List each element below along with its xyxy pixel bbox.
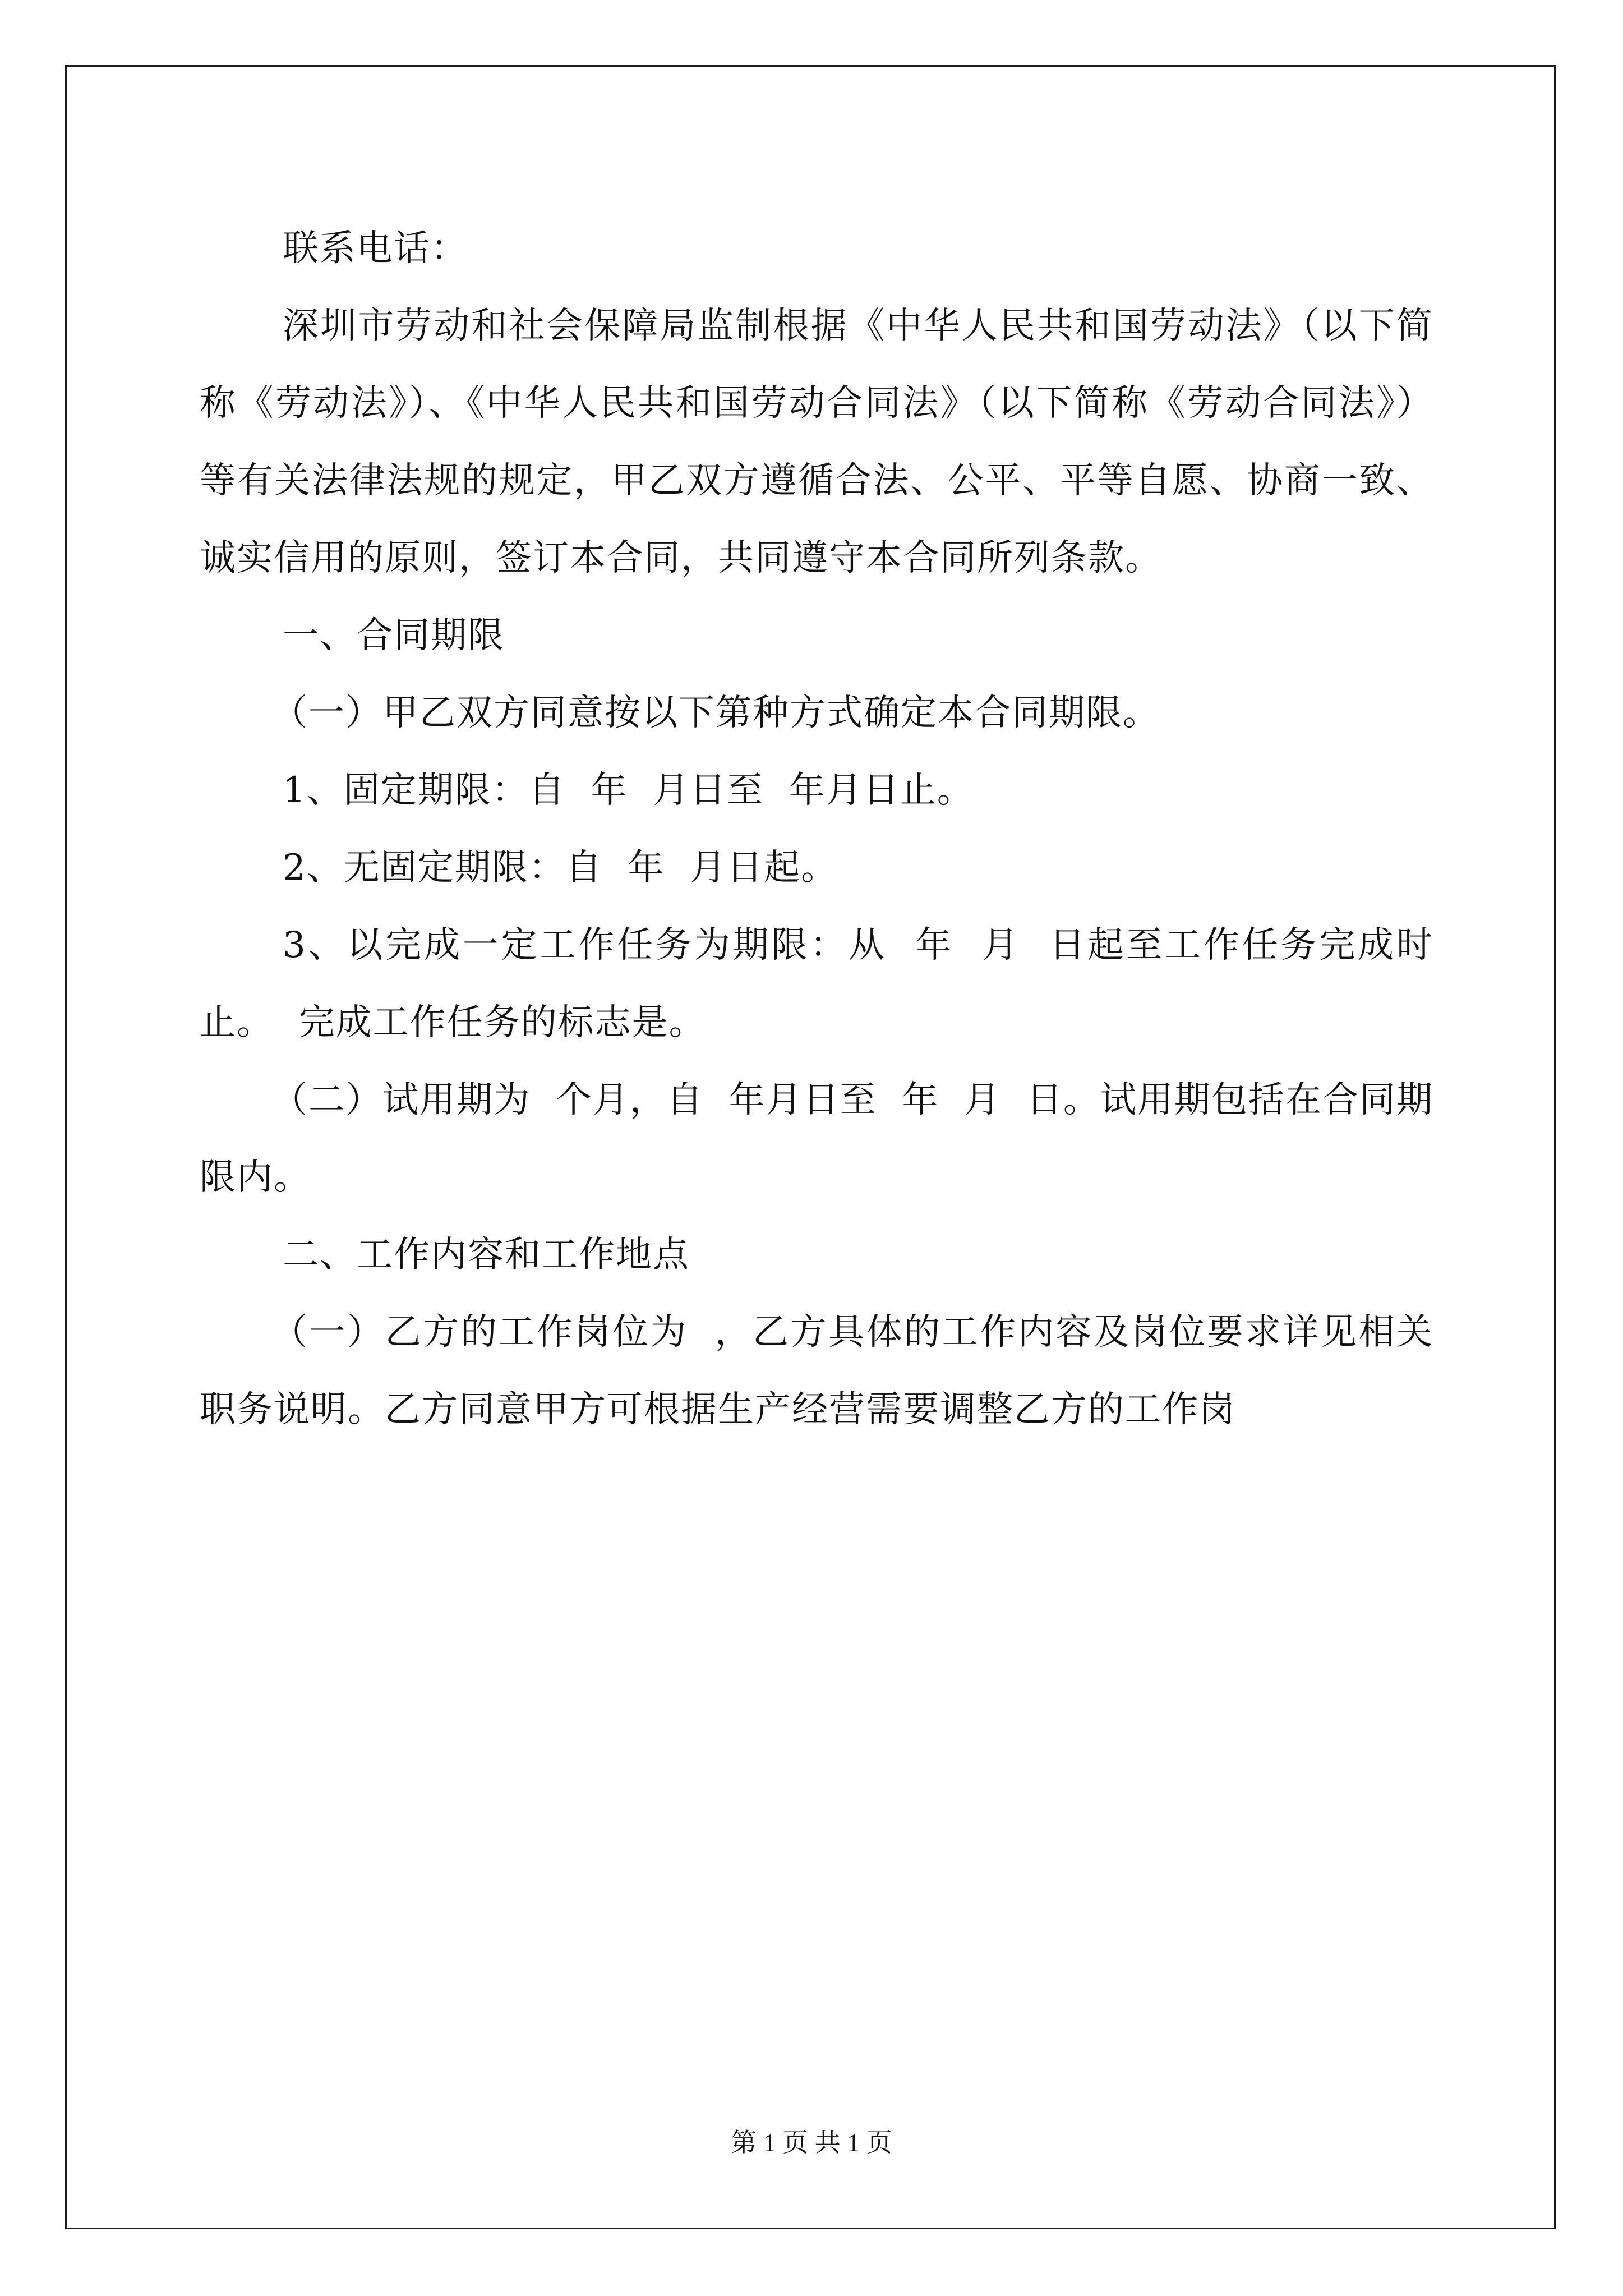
paragraph-probation: （二）试用期为 个月，自 年月日至 年 月 日。试用期包括在合同期限内。 bbox=[200, 1079, 1433, 1198]
paragraph-term-method: （一）甲乙双方同意按以下第种方式确定本合同期限。 bbox=[271, 692, 1160, 734]
paragraph-task-term: 3、以完成一定工作任务为期限：从 年 月 日起至工作任务完成时止。 完成工作任务的标志是。 bbox=[200, 924, 1433, 1043]
document-body bbox=[200, 210, 1433, 1448]
section-heading-contract-term: 一、合同期限 bbox=[283, 615, 505, 656]
page-footer: 第 1 页 共 1 页 bbox=[731, 2128, 892, 2157]
paragraph-open-term: 2、无固定期限：自 年 月日起。 bbox=[283, 847, 838, 889]
section-heading-work-content: 二、工作内容和工作地点 bbox=[283, 1234, 690, 1276]
paragraph-fixed-term: 1、固定期限：自 年 月日至 年月日止。 bbox=[283, 770, 974, 811]
paragraph-preamble: 深圳市劳动和社会保障局监制根据《中华人民共和国劳动法》（以下简称《劳动法》）、《中华人民共和国劳动合同法》（以下简称《劳动合同法》）等有关法律法规的规定，甲乙双方遵循合法、公平、平等自愿、协商一致、诚实信用的原则，签订本合同，共同遵守本合同所列条款。 bbox=[200, 305, 1433, 579]
paragraph-contact-phone: 联系电话： bbox=[283, 228, 468, 269]
paragraph-work-position: （一）乙方的工作岗位为 ，乙方具体的工作内容及岗位要求详见相关职务说明。乙方同意甲方可根据生产经营需要调整乙方的工作岗 bbox=[200, 1312, 1433, 1430]
